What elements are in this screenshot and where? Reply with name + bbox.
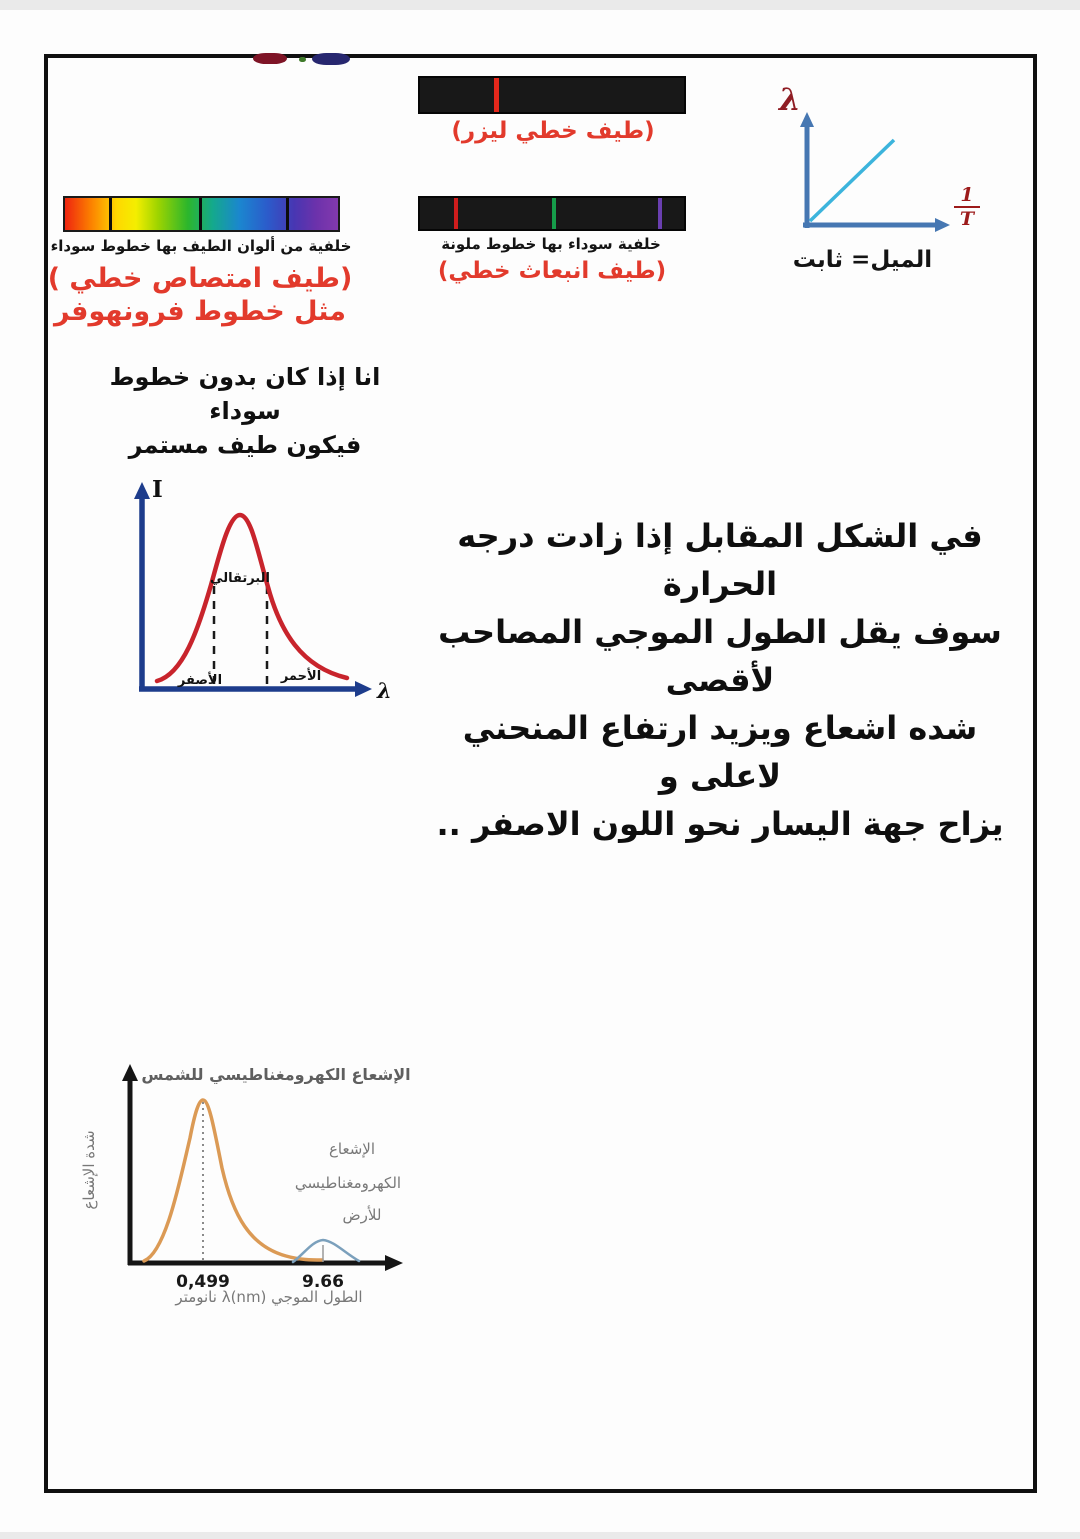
earth-curve-label-line-2: الكهرومغناطيسي [294,1174,402,1192]
intensity-bell-curve [157,515,347,681]
radiation-y-arrow-icon [122,1064,138,1081]
emission-caption: (طيف انبعاث خطي) [437,258,667,284]
intensity-right-color-label: الأحمر [280,669,322,684]
intensity-x-axis-label: λ [377,678,392,703]
laser-spectrum-caption: (طيف خطي ليزر) [451,118,655,144]
absorption-bar-label: خلفية من ألوان الطيف بها خطوط سوداء [50,237,352,255]
earth-curve-label-line-3: للأرض [342,1206,382,1224]
slope-graph-line [810,140,894,221]
absorption-caption [35,262,365,328]
intensity-y-arrow-icon [134,482,150,499]
slope-graph-x-axis-fraction [954,184,980,230]
emission-red-line [454,198,458,229]
laser-red-line [494,78,499,112]
paragraph-line-3: شده اشعاع ويزيد ارتفاع المنحني لاعلى و [462,709,978,795]
absorption-caption-line-1: (طيف امتصاص خطي ) [47,263,353,294]
intensity-x-arrow-icon [355,681,372,697]
absorption-spectrum-bar [63,196,340,232]
slope-graph [790,108,965,238]
emission-spectrum-bar [418,196,686,231]
paragraph-line-2: سوف يقل الطول الموجي المصاحب لأقصى [438,613,1002,699]
continuous-spectrum-note [70,360,420,462]
bottom-scan-edge [0,1532,1080,1539]
absorption-black-line-3 [286,198,289,230]
emission-purple-line [658,198,662,229]
earth-peak-tick-label: 9.66 [302,1272,344,1292]
slope-graph-x-arrow-icon [935,218,950,232]
absorption-black-line-1 [109,198,112,230]
absorption-caption-line-2: مثل خطوط فرونهوفر [54,296,346,327]
intensity-curve-figure [105,465,405,710]
green-ink-smudge [299,57,306,62]
slope-graph-caption: الميل= ثابت [792,247,933,273]
note-line-1: انا إذا كان بدون خطوط سوداء [109,363,381,425]
top-scan-edge [0,0,1080,10]
intensity-left-color-label: الأصفر [177,673,223,688]
blue-ink-smudge [312,53,350,65]
paragraph-line-1: في الشكل المقابل إذا زادت درجه الحرارة [457,517,983,603]
absorption-black-line-2 [199,198,202,230]
laser-spectrum-bar [418,76,686,114]
note-line-2: فيكون طيف مستمر [128,431,362,459]
emission-green-line [552,198,556,229]
radiation-x-arrow-icon [385,1255,403,1271]
paragraph-line-4: يزاح جهة اليسار نحو اللون الاصفر .. [436,805,1004,843]
emission-bar-label: خلفية سوداء بها خطوط ملونة [441,235,661,253]
fraction-numerator: 1 [954,184,980,208]
intensity-band-label: البرتقالي [210,571,270,586]
radiation-x-axis-label: الطول الموجي λ(nm) نانومتر [175,1288,363,1306]
red-ink-smudge [253,53,287,64]
fraction-denominator: T [959,208,975,230]
radiation-chart-title: الإشعاع الكهرومغناطيسي للشمس [141,1065,411,1084]
wien-law-paragraph [425,512,1015,848]
slope-graph-y-axis-symbol: λ [779,82,801,118]
sun-peak-tick-label: 0,499 [176,1272,230,1292]
earth-curve-label-line-1: الإشعاع [328,1140,376,1158]
radiation-y-axis-label: شدة الإشعاع [80,1130,98,1210]
radiation-chart [64,1048,424,1328]
slope-graph-y-arrow-icon [800,112,814,127]
intensity-y-axis-label: I [152,476,163,503]
